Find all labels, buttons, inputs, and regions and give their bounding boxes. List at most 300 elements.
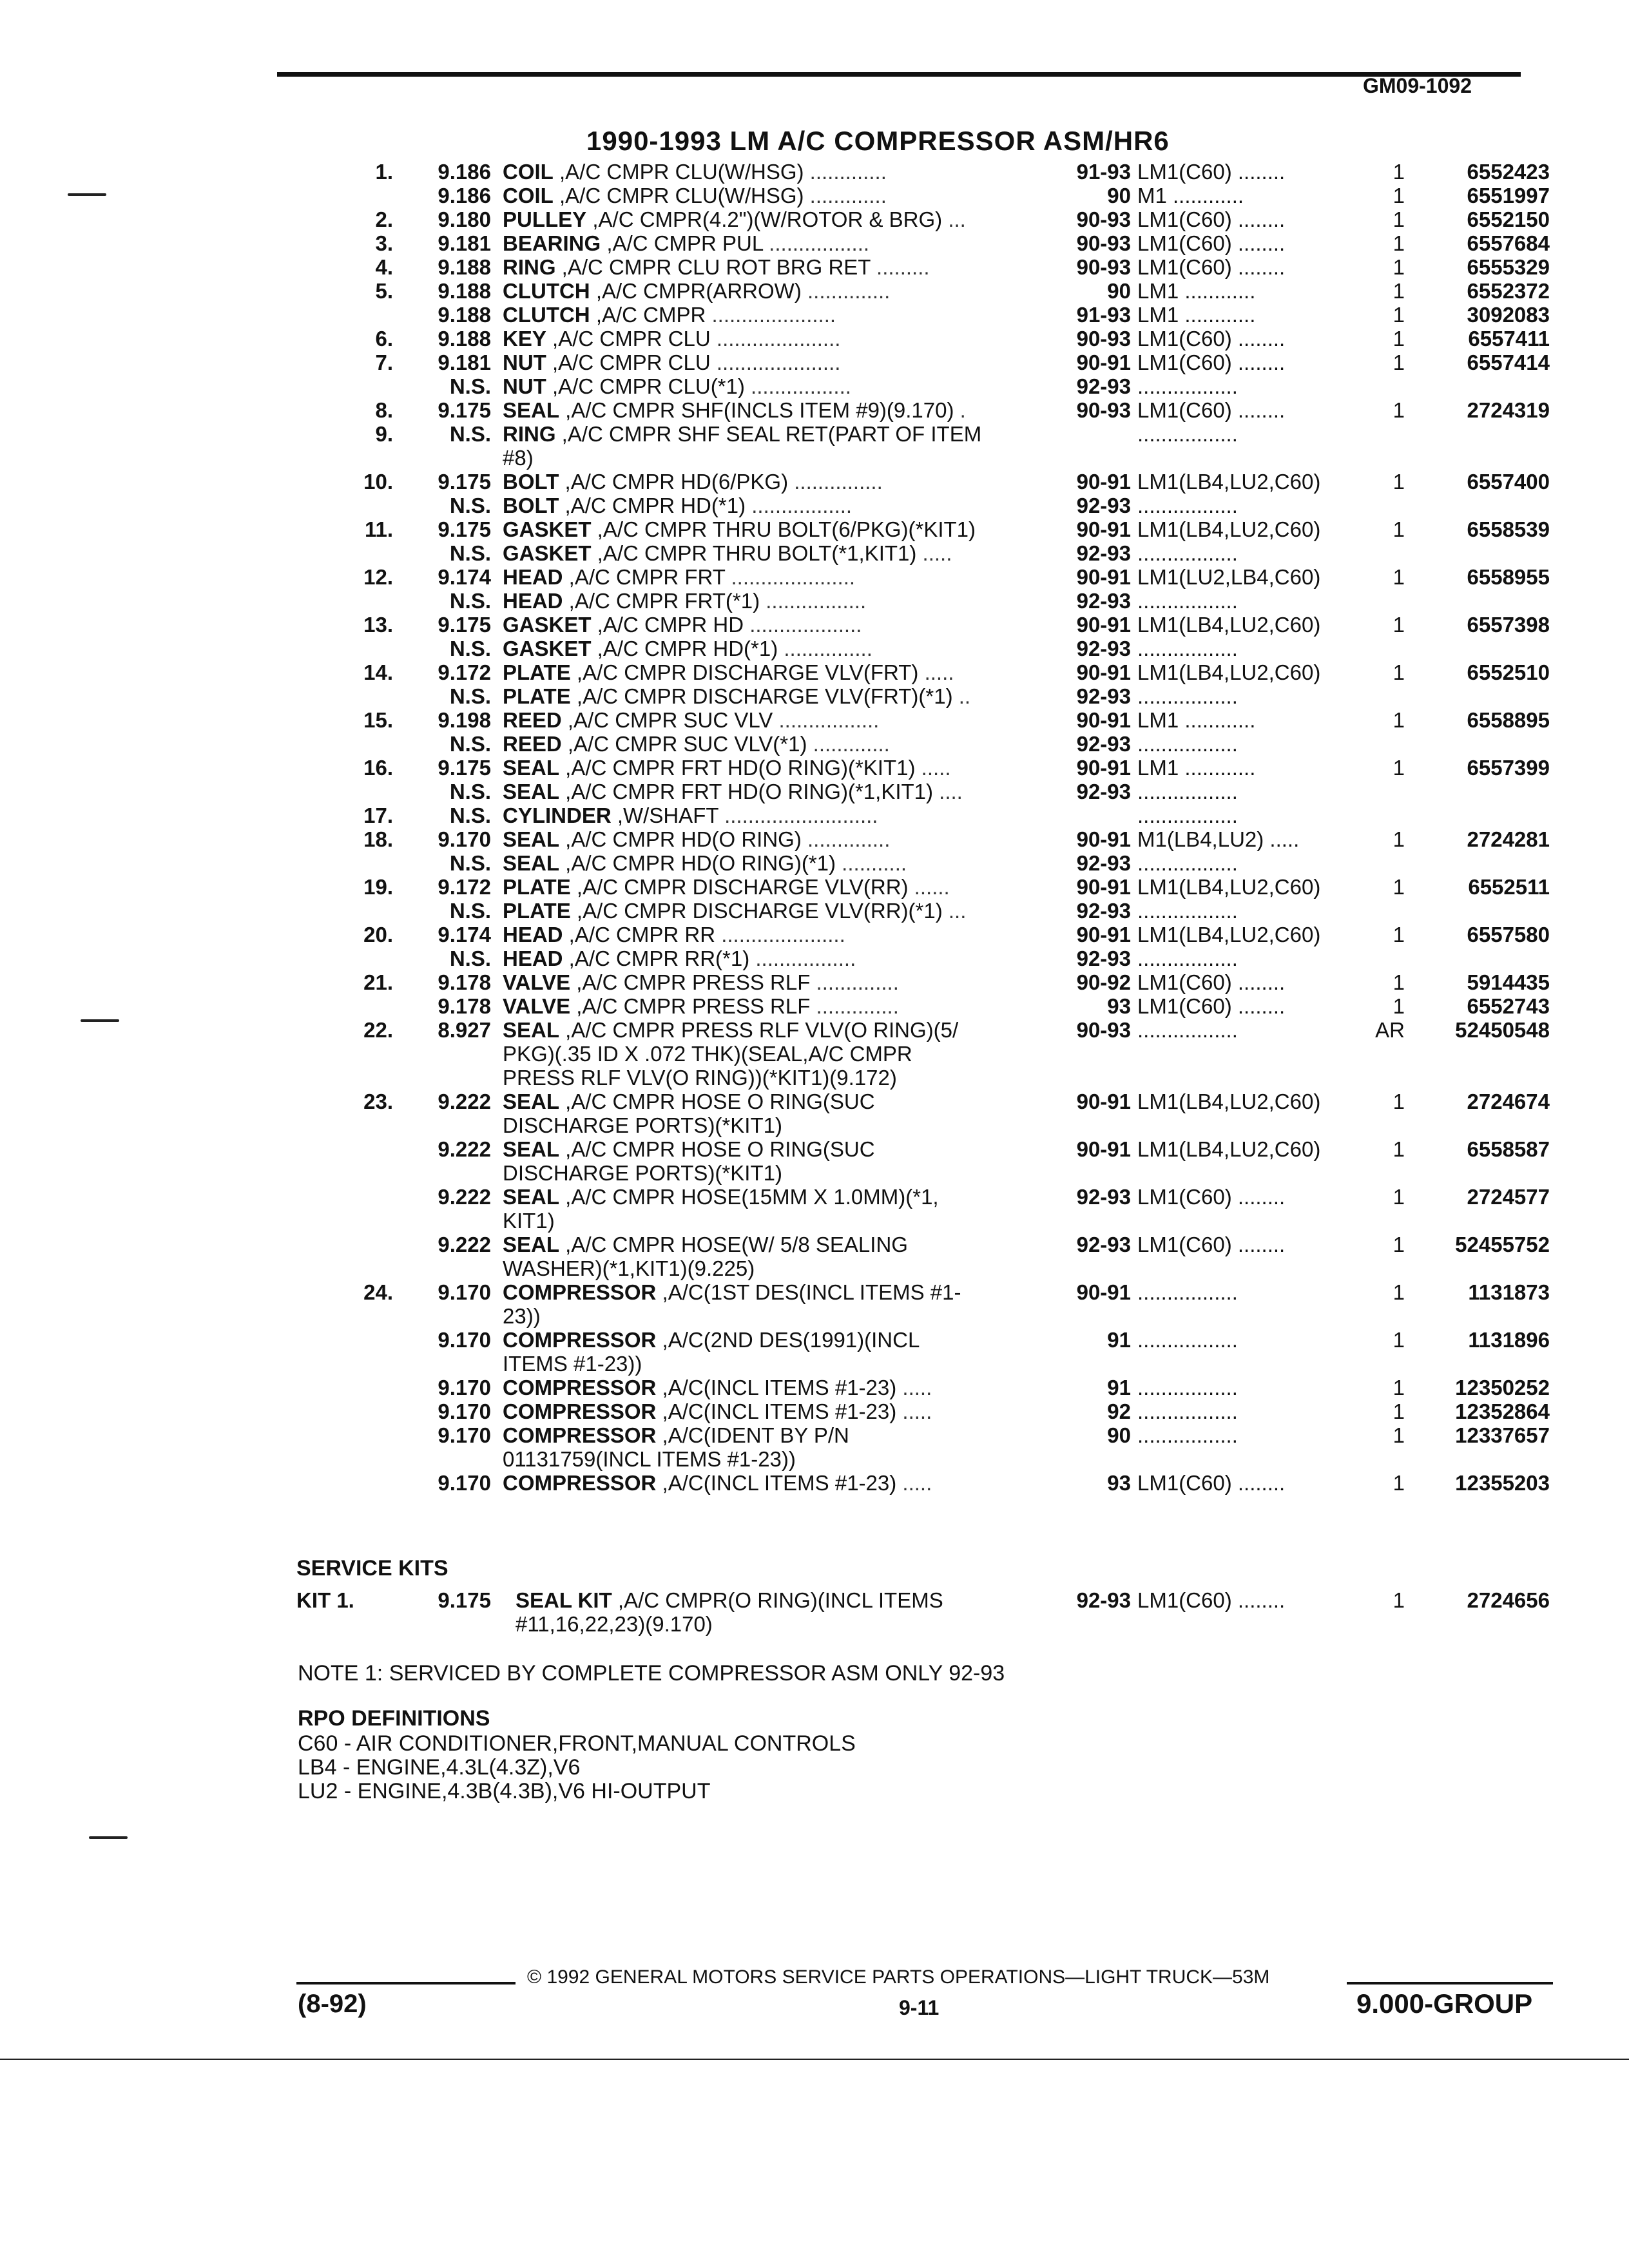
part-number: 52450548 <box>1455 1018 1550 1042</box>
group-number: 9.170 <box>438 1471 491 1495</box>
leader-dots: ..................... <box>710 351 841 374</box>
leader-dots: ............. <box>807 732 890 756</box>
part-name: CLUTCH <box>503 303 590 327</box>
part-name: COIL <box>503 184 554 207</box>
part-detail: ,A/C CMPR CLU(W/HSG) <box>553 184 804 207</box>
model-years: 92-93 <box>1076 589 1131 613</box>
part-description <box>503 541 1037 565</box>
leader-dots: ............... <box>788 470 883 494</box>
part-name: HEAD <box>503 589 563 613</box>
group-number: 9.186 <box>438 160 491 184</box>
part-detail: ,A/C CMPR SHF SEAL RET(PART OF ITEM <box>555 422 982 446</box>
model-years: 90-91 <box>1076 613 1131 637</box>
usage-code: LM1(C60) ........ <box>1137 207 1286 231</box>
part-name: BEARING <box>503 231 601 255</box>
part-name: COMPRESSOR <box>503 1280 657 1304</box>
part-detail: ,A/C CMPR <box>590 303 706 327</box>
page-title: 1990-1993 LM A/C COMPRESSOR ASM/HR6 <box>586 126 1170 156</box>
part-description <box>503 1447 1037 1471</box>
model-years: 91-93 <box>1076 160 1131 184</box>
quantity: AR <box>1375 1018 1405 1042</box>
usage-code: ................. <box>1137 1280 1238 1304</box>
part-detail: ,A/C CMPR FRT <box>563 565 726 589</box>
quantity: 1 <box>1393 756 1405 780</box>
part-number: 6552372 <box>1467 279 1550 303</box>
quantity: 1 <box>1393 565 1405 589</box>
part-detail: ,A/C CMPR PRESS RLF <box>570 994 811 1018</box>
part-number: 6558955 <box>1467 565 1550 589</box>
usage-code: ................. <box>1137 374 1238 398</box>
part-name: RING <box>503 255 556 279</box>
usage-code: LM1(C60) ........ <box>1137 351 1286 374</box>
part-description <box>503 160 1037 184</box>
parts-row <box>0 160 1629 184</box>
model-years: 90 <box>1107 184 1131 207</box>
part-detail: ,A/C CMPR FRT HD(O RING)(*1,KIT1) <box>559 780 933 803</box>
usage-code: LM1(LB4,LU2,C60) <box>1137 1090 1321 1113</box>
model-years: 90-92 <box>1076 970 1131 994</box>
usage-code: LM1(LB4,LU2,C60) <box>1137 660 1321 684</box>
model-years: 93 <box>1107 994 1131 1018</box>
part-name: BOLT <box>503 494 559 517</box>
part-name: COMPRESSOR <box>503 1399 657 1423</box>
group-number: N.S. <box>449 494 491 517</box>
part-name: GASKET <box>503 637 592 660</box>
item-number: 23. <box>363 1090 393 1113</box>
part-number: 1131896 <box>1468 1328 1550 1352</box>
part-description <box>503 446 1037 470</box>
leader-dots: ................. <box>749 947 856 970</box>
model-years: 91 <box>1107 1376 1131 1399</box>
item-number: 18. <box>363 827 393 851</box>
model-years: 92-93 <box>1076 899 1131 923</box>
part-detail: ,A/C CMPR(ARROW) <box>590 279 802 303</box>
document-id: GM09-1092 <box>1363 74 1472 97</box>
quantity: 1 <box>1393 923 1405 947</box>
usage-code: ................. <box>1137 1399 1238 1423</box>
model-years: 90-91 <box>1076 517 1131 541</box>
parts-row <box>0 1090 1629 1113</box>
leader-dots: ......... <box>870 255 930 279</box>
group-number: 9.170 <box>438 1376 491 1399</box>
parts-row <box>0 1328 1629 1352</box>
group-name: 9.000-GROUP <box>1356 1988 1533 2019</box>
parts-row <box>0 923 1629 947</box>
model-years: 92-93 <box>1076 780 1131 803</box>
part-name: SEAL <box>503 851 560 875</box>
part-detail: ,A/C CMPR FRT HD(O RING)(*KIT1) <box>559 756 916 780</box>
part-name: SEAL <box>503 780 560 803</box>
usage-code: ................. <box>1137 1423 1238 1447</box>
part-detail: ,A/C CMPR PUL <box>601 231 764 255</box>
item-number: 24. <box>363 1280 393 1304</box>
item-number: 7. <box>375 351 393 374</box>
leader-dots: ...... <box>908 875 950 899</box>
group-number: N.S. <box>449 851 491 875</box>
parts-row <box>0 279 1629 303</box>
part-name: HEAD <box>503 923 563 947</box>
model-years: 92-93 <box>1076 494 1131 517</box>
part-description <box>503 1304 1037 1328</box>
model-years: 93 <box>1107 1471 1131 1495</box>
model-years: 91 <box>1107 1328 1131 1352</box>
parts-row <box>0 827 1629 851</box>
kit-qty: 1 <box>1393 1588 1405 1612</box>
part-description <box>503 327 1037 351</box>
usage-code: ................. <box>1137 851 1238 875</box>
part-name: COMPRESSOR <box>503 1328 657 1352</box>
kit-desc: ,A/C CMPR(O RING)(INCL ITEMS <box>612 1588 943 1612</box>
model-years: 90-91 <box>1076 923 1131 947</box>
model-years: 90-91 <box>1076 1280 1131 1304</box>
leader-dots: ................. <box>773 708 880 732</box>
model-years: 92-93 <box>1076 541 1131 565</box>
part-name: REED <box>503 732 562 756</box>
part-description <box>503 1256 1037 1280</box>
group-number: 9.170 <box>438 1423 491 1447</box>
quantity: 1 <box>1393 1328 1405 1352</box>
group-number: 9.222 <box>438 1090 491 1113</box>
parts-row <box>0 1352 1629 1376</box>
usage-code: ................. <box>1137 1018 1238 1042</box>
part-number: 6557400 <box>1467 470 1550 494</box>
parts-row <box>0 470 1629 494</box>
leader-dots: .... <box>933 780 963 803</box>
usage-code: LM1(C60) ........ <box>1137 1471 1286 1495</box>
part-detail: ,A/C(IDENT BY P/N <box>656 1423 849 1447</box>
group-number: N.S. <box>449 637 491 660</box>
usage-code: LM1(LB4,LU2,C60) <box>1137 613 1321 637</box>
parts-row <box>0 1018 1629 1042</box>
part-description <box>503 851 1037 875</box>
quantity: 1 <box>1393 1399 1405 1423</box>
quantity: 1 <box>1393 470 1405 494</box>
kit-group: 9.175 <box>438 1588 491 1612</box>
part-detail: ,A/C(INCL ITEMS #1-23) <box>656 1399 897 1423</box>
part-detail: ,A/C(2ND DES(1991)(INCL <box>656 1328 920 1352</box>
part-detail: ITEMS #1-23)) <box>503 1352 642 1376</box>
model-years: 90-91 <box>1076 470 1131 494</box>
parts-row <box>0 803 1629 827</box>
quantity: 1 <box>1393 327 1405 351</box>
quantity: 1 <box>1393 994 1405 1018</box>
usage-code: ................. <box>1137 637 1238 660</box>
leader-dots: ..... <box>896 1471 932 1495</box>
parts-row <box>0 565 1629 589</box>
quantity: 1 <box>1393 398 1405 422</box>
parts-row <box>0 613 1629 637</box>
group-number: 9.172 <box>438 660 491 684</box>
parts-row <box>0 1066 1629 1090</box>
kit-description <box>516 1588 943 1612</box>
quantity: 1 <box>1393 1376 1405 1399</box>
leader-dots: .......................... <box>718 803 878 827</box>
usage-code: M1(LB4,LU2) ..... <box>1137 827 1300 851</box>
item-number: 16. <box>363 756 393 780</box>
usage-code: LM1(LB4,LU2,C60) <box>1137 923 1321 947</box>
part-number: 3092083 <box>1467 303 1550 327</box>
model-years: 90-93 <box>1076 231 1131 255</box>
parts-row <box>0 1137 1629 1161</box>
quantity: 1 <box>1393 1280 1405 1304</box>
group-number: 9.174 <box>438 923 491 947</box>
part-detail: ,A/C CMPR THRU BOLT(*1,KIT1) <box>591 541 917 565</box>
part-number: 2724319 <box>1467 398 1550 422</box>
usage-code: LM1(LB4,LU2,C60) <box>1137 1137 1321 1161</box>
group-number: 9.170 <box>438 1328 491 1352</box>
model-years: 92-93 <box>1076 637 1131 660</box>
parts-row <box>0 303 1629 327</box>
part-detail: ,A/C CMPR HD <box>591 613 744 637</box>
part-detail: ,A/C CMPR DISCHARGE VLV(FRT)(*1) <box>570 684 953 708</box>
parts-row <box>0 446 1629 470</box>
part-detail: ,A/C CMPR HD(O RING)(*1) <box>559 851 836 875</box>
part-description <box>503 923 1037 947</box>
group-number: 9.172 <box>438 875 491 899</box>
part-detail: ,A/C CMPR HD(6/PKG) <box>559 470 789 494</box>
part-number: 12355203 <box>1455 1471 1550 1495</box>
part-detail: ,A/C CMPR SUC VLV <box>561 708 773 732</box>
item-number: 4. <box>375 255 393 279</box>
parts-row <box>0 1423 1629 1447</box>
rpo-list <box>298 1732 856 1803</box>
parts-row <box>0 1280 1629 1304</box>
group-number: 8.927 <box>438 1018 491 1042</box>
quantity: 1 <box>1393 207 1405 231</box>
part-detail: ,W/SHAFT <box>611 803 718 827</box>
usage-code: LM1 ............ <box>1137 279 1256 303</box>
quantity: 1 <box>1393 1185 1405 1209</box>
parts-row <box>0 374 1629 398</box>
parts-row <box>0 947 1629 970</box>
quantity: 1 <box>1393 517 1405 541</box>
usage-code: ................. <box>1137 422 1238 446</box>
part-description <box>503 1352 1037 1376</box>
parts-row <box>0 660 1629 684</box>
quantity: 1 <box>1393 1233 1405 1256</box>
group-number: N.S. <box>449 899 491 923</box>
kit-label: KIT 1. <box>296 1588 354 1612</box>
service-kit-row <box>0 1588 1629 1636</box>
item-number: 12. <box>363 565 393 589</box>
part-name: PLATE <box>503 660 571 684</box>
part-description <box>503 1328 1037 1352</box>
rpo-item: LB4 - ENGINE,4.3L(4.3Z),V6 <box>298 1755 581 1780</box>
model-years: 92-93 <box>1076 1233 1131 1256</box>
leader-dots: .. <box>952 684 971 708</box>
item-number: 10. <box>363 470 393 494</box>
group-number: 9.222 <box>438 1185 491 1209</box>
part-number: 6557580 <box>1467 923 1550 947</box>
part-description <box>503 1090 1037 1113</box>
part-description <box>503 398 1037 422</box>
model-years: 90-93 <box>1076 207 1131 231</box>
part-number: 52455752 <box>1455 1233 1550 1256</box>
part-number: 6557414 <box>1467 351 1550 374</box>
group-number: 9.188 <box>438 255 491 279</box>
part-name: RING <box>503 422 556 446</box>
quantity: 1 <box>1393 827 1405 851</box>
group-number: 9.180 <box>438 207 491 231</box>
parts-row <box>0 756 1629 780</box>
parts-row <box>0 1376 1629 1399</box>
part-number: 12350252 <box>1455 1376 1550 1399</box>
model-years: 90-91 <box>1076 756 1131 780</box>
usage-code: LM1(LB4,LU2,C60) <box>1137 875 1321 899</box>
bottom-rule <box>0 2059 1629 2060</box>
part-detail: ,A/C CMPR RR(*1) <box>563 947 750 970</box>
group-number: 9.170 <box>438 827 491 851</box>
part-number: 2724674 <box>1467 1090 1550 1113</box>
parts-row <box>0 708 1629 732</box>
part-number: 5914435 <box>1467 970 1550 994</box>
part-description <box>503 875 1037 899</box>
part-detail: KIT1) <box>503 1209 555 1233</box>
item-number: 13. <box>363 613 393 637</box>
edition-date: (8-92) <box>298 1990 367 2018</box>
leader-dots: ................. <box>763 231 870 255</box>
parts-row <box>0 517 1629 541</box>
group-number: 9.175 <box>438 398 491 422</box>
usage-code: LM1(C60) ........ <box>1137 1185 1286 1209</box>
part-detail: DISCHARGE PORTS)(*KIT1) <box>503 1113 782 1137</box>
parts-row <box>0 1233 1629 1256</box>
group-number: 9.181 <box>438 231 491 255</box>
part-description <box>503 1185 1037 1209</box>
parts-row <box>0 494 1629 517</box>
parts-row <box>0 327 1629 351</box>
quantity: 1 <box>1393 303 1405 327</box>
part-description <box>503 947 1037 970</box>
scan-mark <box>81 1019 119 1022</box>
leader-dots: ..... <box>896 1376 932 1399</box>
leader-dots: ... <box>942 899 967 923</box>
usage-code: ................. <box>1137 589 1238 613</box>
group-number: 9.175 <box>438 517 491 541</box>
item-number: 15. <box>363 708 393 732</box>
part-number: 6558539 <box>1467 517 1550 541</box>
parts-row <box>0 1447 1629 1471</box>
part-description <box>503 207 1037 231</box>
parts-row <box>0 1185 1629 1209</box>
group-number: N.S. <box>449 589 491 613</box>
group-number: N.S. <box>449 803 491 827</box>
item-number: 1. <box>375 160 393 184</box>
part-name: GASKET <box>503 517 592 541</box>
quantity: 1 <box>1393 1423 1405 1447</box>
leader-dots: ..... <box>918 660 954 684</box>
part-name: HEAD <box>503 947 563 970</box>
quantity: 1 <box>1393 255 1405 279</box>
part-description <box>503 756 1037 780</box>
parts-row <box>0 732 1629 756</box>
part-name: PULLEY <box>503 207 587 231</box>
group-number: 9.186 <box>438 184 491 207</box>
leader-dots: ..................... <box>710 327 841 351</box>
part-detail: ,A/C CMPR HOSE(15MM X 1.0MM)(*1, <box>559 1185 939 1209</box>
leader-dots: .............. <box>810 970 899 994</box>
part-name: SEAL <box>503 1090 560 1113</box>
group-number: N.S. <box>449 684 491 708</box>
model-years: 90 <box>1107 279 1131 303</box>
quantity: 1 <box>1393 708 1405 732</box>
model-years: 90-91 <box>1076 565 1131 589</box>
usage-code: LM1 ............ <box>1137 708 1256 732</box>
part-detail: ,A/C CMPR CLU <box>546 351 711 374</box>
part-name: BOLT <box>503 470 559 494</box>
part-description <box>503 1018 1037 1042</box>
part-number: 6552150 <box>1467 207 1550 231</box>
model-years: 90-93 <box>1076 398 1131 422</box>
part-description <box>503 994 1037 1018</box>
service-kits-heading: SERVICE KITS <box>296 1556 448 1581</box>
leader-dots: .............. <box>810 994 899 1018</box>
part-detail: ,A/C CMPR HOSE O RING(SUC <box>559 1137 875 1161</box>
item-number: 6. <box>375 327 393 351</box>
usage-code: LM1(C60) ........ <box>1137 255 1286 279</box>
model-years: 90-91 <box>1076 1090 1131 1113</box>
item-number: 22. <box>363 1018 393 1042</box>
copyright: © 1992 GENERAL MOTORS SERVICE PARTS OPERATIONS—LIGHT TRUCK—53M <box>527 1966 1270 1988</box>
part-description <box>503 494 1037 517</box>
model-years: 90-91 <box>1076 708 1131 732</box>
part-number: 2724577 <box>1467 1185 1550 1209</box>
model-years: 92-93 <box>1076 851 1131 875</box>
part-detail: ,A/C CMPR HOSE(W/ 5/8 SEALING <box>559 1233 908 1256</box>
part-detail: #8) <box>503 446 534 470</box>
part-description <box>503 351 1037 374</box>
kit-usage: LM1(C60) ........ <box>1137 1588 1286 1612</box>
model-years: 92-93 <box>1076 732 1131 756</box>
part-name: COMPRESSOR <box>503 1376 657 1399</box>
part-detail: 01131759(INCL ITEMS #1-23)) <box>503 1447 796 1471</box>
usage-code: LM1 ............ <box>1137 303 1256 327</box>
part-description <box>503 565 1037 589</box>
part-name: SEAL <box>503 1137 560 1161</box>
parts-row <box>0 994 1629 1018</box>
model-years: 92-93 <box>1076 684 1131 708</box>
part-description <box>503 708 1037 732</box>
part-number: 12337657 <box>1455 1423 1550 1447</box>
part-detail: ,A/C CMPR SUC VLV(*1) <box>561 732 807 756</box>
quantity: 1 <box>1393 160 1405 184</box>
usage-code: LM1(C60) ........ <box>1137 231 1286 255</box>
model-years: 90-91 <box>1076 351 1131 374</box>
part-description <box>503 613 1037 637</box>
part-detail: DISCHARGE PORTS)(*KIT1) <box>503 1161 782 1185</box>
kit-name: SEAL KIT <box>516 1588 612 1612</box>
part-name: PLATE <box>503 875 571 899</box>
part-description <box>503 1471 1037 1495</box>
scan-mark <box>68 193 106 196</box>
part-description <box>503 303 1037 327</box>
part-number: 6557399 <box>1467 756 1550 780</box>
quantity: 1 <box>1393 279 1405 303</box>
parts-row <box>0 1399 1629 1423</box>
item-number: 19. <box>363 875 393 899</box>
part-detail: ,A/C CMPR PRESS RLF <box>570 970 811 994</box>
group-number: 9.178 <box>438 970 491 994</box>
part-number: 6551997 <box>1467 184 1550 207</box>
part-description <box>503 1233 1037 1256</box>
part-description <box>503 231 1037 255</box>
group-number: 9.178 <box>438 994 491 1018</box>
kit-part-number: 2724656 <box>1467 1588 1550 1612</box>
part-detail: ,A/C CMPR CLU(*1) <box>546 374 745 398</box>
part-detail: ,A/C CMPR FRT(*1) <box>563 589 760 613</box>
part-number: 6557398 <box>1467 613 1550 637</box>
parts-row <box>0 255 1629 279</box>
